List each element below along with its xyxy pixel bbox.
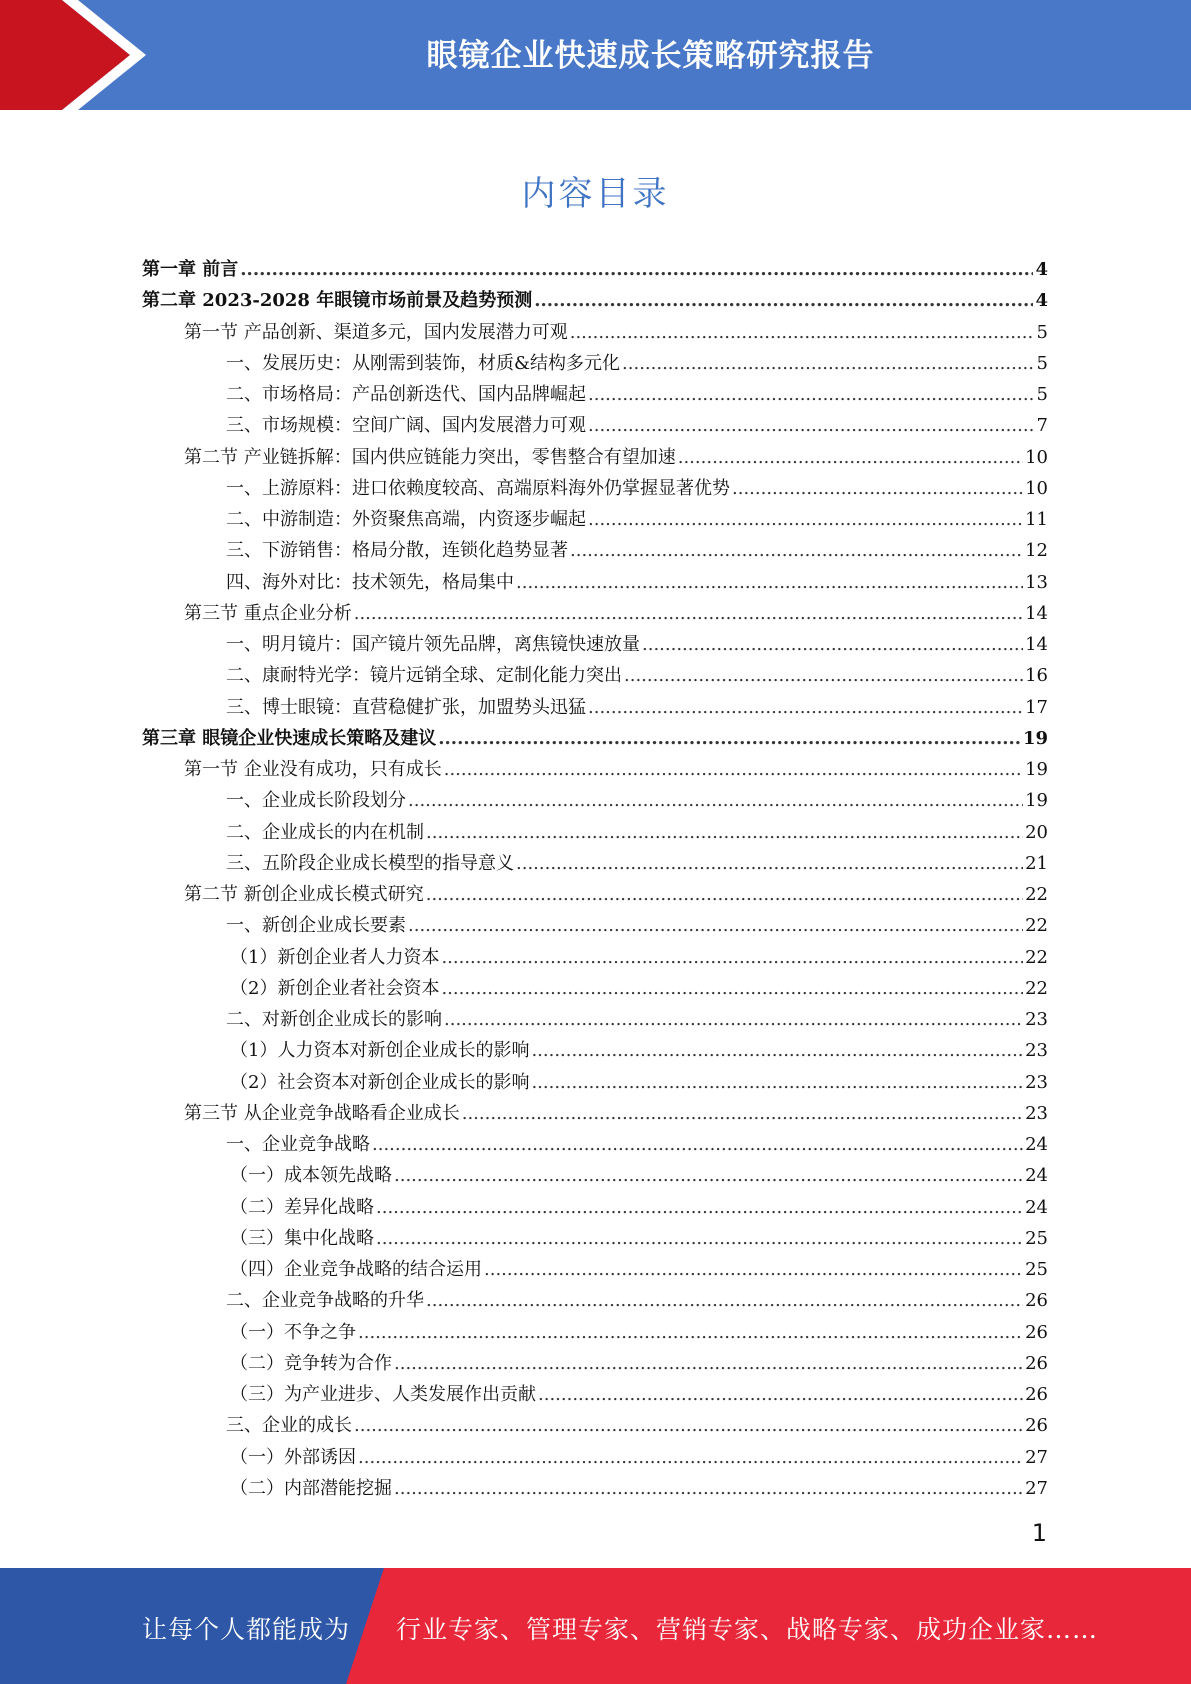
toc-entry-page: 12 bbox=[1025, 540, 1048, 562]
toc-entry-title: 一、发展历史：从刚需到装饰，材质&结构多元化 bbox=[226, 352, 621, 374]
toc-entry-page: 26 bbox=[1025, 1415, 1048, 1437]
toc-leader-dots bbox=[426, 817, 1023, 848]
toc-entry-title: 三、五阶段企业成长模型的指导意义 bbox=[226, 852, 514, 874]
toc-leader-dots bbox=[394, 1160, 1023, 1191]
toc-entry[interactable] bbox=[142, 754, 1048, 785]
toc-entry-page: 26 bbox=[1025, 1321, 1048, 1343]
toc-entry[interactable] bbox=[142, 1098, 1048, 1129]
toc-entry-page: 24 bbox=[1025, 1196, 1048, 1218]
toc-entry-page: 22 bbox=[1025, 915, 1048, 937]
footer-slogan-right: 行业专家、管理专家、营销专家、战略专家、成功企业家…… bbox=[396, 1615, 1099, 1644]
toc-entry-page: 25 bbox=[1025, 1259, 1048, 1280]
toc-entry[interactable] bbox=[142, 317, 1048, 348]
toc-entry-page: 19 bbox=[1022, 727, 1048, 749]
report-title: 眼镜企业快速成长策略研究报告 bbox=[426, 38, 875, 74]
toc-entry[interactable] bbox=[142, 379, 1048, 410]
toc-entry-title: 二、企业竞争战略的升华 bbox=[226, 1290, 424, 1312]
toc-entry-page: 13 bbox=[1025, 571, 1048, 593]
toc-leader-dots bbox=[354, 598, 1023, 629]
toc-entry-title: 一、企业竞争战略 bbox=[226, 1134, 370, 1155]
toc-entry-title: （1）新创企业者人力资本 bbox=[230, 946, 440, 968]
toc-leader-dots bbox=[426, 879, 1023, 910]
toc-entry[interactable] bbox=[142, 1254, 1048, 1285]
toc-leader-dots bbox=[484, 1254, 1023, 1285]
toc-entry[interactable] bbox=[142, 1442, 1048, 1473]
toc-entry[interactable] bbox=[142, 285, 1048, 316]
toc-entry-title: （三）集中化战略 bbox=[230, 1227, 374, 1249]
toc-leader-dots bbox=[570, 535, 1023, 566]
toc-entry-title: 三、企业的成长 bbox=[226, 1415, 352, 1437]
toc-entry-title: （二）差异化战略 bbox=[230, 1196, 374, 1218]
toc-leader-dots bbox=[538, 1379, 1023, 1410]
toc-entry-page: 7 bbox=[1036, 415, 1048, 437]
toc-entry[interactable] bbox=[142, 442, 1048, 473]
toc-entry-title: 一、上游原料：进口依赖度较高、高端原料海外仍掌握显著优势 bbox=[226, 477, 730, 499]
toc-entry-page: 25 bbox=[1025, 1227, 1048, 1249]
toc-entry[interactable] bbox=[142, 629, 1048, 660]
toc-entry[interactable] bbox=[142, 473, 1048, 504]
toc-entry-page: 24 bbox=[1025, 1165, 1048, 1187]
toc-entry[interactable] bbox=[142, 567, 1048, 598]
toc-leader-dots bbox=[444, 754, 1023, 785]
toc-entry-page: 11 bbox=[1025, 509, 1048, 530]
toc-entry-page: 23 bbox=[1025, 1102, 1048, 1124]
toc-entry[interactable] bbox=[142, 535, 1048, 566]
toc-leader-dots bbox=[732, 473, 1023, 504]
toc-entry-title: 第二节 新创企业成长模式研究 bbox=[184, 884, 424, 905]
toc-leader-dots bbox=[588, 504, 1023, 535]
toc-entry-page: 22 bbox=[1025, 884, 1048, 905]
toc-leader-dots bbox=[462, 1098, 1023, 1129]
toc-leader-dots bbox=[516, 567, 1023, 598]
toc-leader-dots bbox=[376, 1192, 1023, 1223]
toc-entry[interactable] bbox=[142, 1473, 1048, 1504]
toc-entry[interactable] bbox=[142, 1348, 1048, 1379]
toc-entry-page: 4 bbox=[1035, 259, 1048, 280]
toc-entry-title: 二、企业成长的内在机制 bbox=[226, 821, 424, 843]
toc-entry[interactable] bbox=[142, 1067, 1048, 1098]
toc-leader-dots bbox=[622, 348, 1035, 379]
toc-entry-title: 一、企业成长阶段划分 bbox=[226, 790, 406, 812]
toc-leader-dots bbox=[678, 442, 1023, 473]
toc-entry-page: 23 bbox=[1025, 1040, 1048, 1062]
toc-leader-dots bbox=[358, 1317, 1023, 1348]
toc-entry-page: 26 bbox=[1025, 1384, 1048, 1405]
toc-entry[interactable] bbox=[142, 1192, 1048, 1223]
toc-leader-dots bbox=[426, 1285, 1023, 1316]
toc-entry-title: （四）企业竞争战略的结合运用 bbox=[230, 1259, 482, 1280]
footer-slogan-left: 让每个人都能成为 bbox=[142, 1615, 351, 1644]
toc-entry-title: 第二节 产业链拆解：国内供应链能力突出，零售整合有望加速 bbox=[184, 446, 676, 468]
toc-entry-title: （二）竞争转为合作 bbox=[230, 1352, 392, 1374]
toc-entry[interactable] bbox=[142, 504, 1048, 535]
footer-banner bbox=[0, 1568, 1191, 1684]
toc-entry[interactable] bbox=[142, 910, 1048, 941]
toc-entry-title: （一）不争之争 bbox=[230, 1321, 356, 1343]
toc-entry-title: 三、市场规模：空间广阔、国内发展潜力可观 bbox=[226, 415, 586, 437]
toc-entry[interactable] bbox=[142, 817, 1048, 848]
toc-leader-dots bbox=[408, 785, 1023, 816]
toc-entry-page: 21 bbox=[1025, 852, 1048, 874]
toc-leader-dots bbox=[376, 1223, 1023, 1254]
toc-entry-title: 第二章 2023-2028 年眼镜市场前景及趋势预测 bbox=[142, 290, 533, 312]
toc-entry[interactable] bbox=[142, 1317, 1048, 1348]
toc-leader-dots bbox=[534, 285, 1033, 316]
toc-leader-dots bbox=[588, 692, 1023, 723]
toc-entry[interactable] bbox=[142, 410, 1048, 441]
toc-entry[interactable] bbox=[142, 1160, 1048, 1191]
toc-entry-title: 一、明月镜片：国产镜片领先品牌，离焦镜快速放量 bbox=[226, 634, 640, 655]
page-number: 1 bbox=[1031, 1519, 1047, 1547]
toc-entry-title: 二、对新创企业成长的影响 bbox=[226, 1009, 442, 1030]
toc-entry-title: （一）成本领先战略 bbox=[230, 1165, 392, 1187]
toc-entry[interactable] bbox=[142, 1223, 1048, 1254]
toc-entry[interactable] bbox=[142, 942, 1048, 973]
toc-entry-page: 16 bbox=[1025, 665, 1048, 687]
header-banner bbox=[0, 0, 1191, 110]
toc-leader-dots bbox=[441, 973, 1023, 1004]
toc-entry-title: 一、新创企业成长要素 bbox=[226, 915, 406, 937]
toc-entry[interactable] bbox=[142, 1004, 1048, 1035]
toc-entry-page: 23 bbox=[1025, 1009, 1048, 1030]
toc-leader-dots bbox=[531, 1035, 1023, 1066]
toc-entry-page: 17 bbox=[1025, 696, 1048, 718]
toc-entry-page: 22 bbox=[1025, 946, 1048, 968]
toc-leader-dots bbox=[438, 723, 1021, 754]
toc-entry-page: 4 bbox=[1035, 290, 1048, 312]
toc-entry-title: 四、海外对比：技术领先，格局集中 bbox=[226, 571, 514, 593]
toc-leader-dots bbox=[570, 317, 1035, 348]
toc-entry-title: 第三节 从企业竞争战略看企业成长 bbox=[184, 1102, 460, 1124]
toc-entry[interactable] bbox=[142, 1129, 1048, 1160]
toc-entry[interactable] bbox=[142, 598, 1048, 629]
toc-entry-page: 20 bbox=[1025, 821, 1048, 843]
toc-entry-page: 23 bbox=[1025, 1071, 1048, 1093]
toc-leader-dots bbox=[394, 1348, 1023, 1379]
toc-entry-page: 26 bbox=[1025, 1352, 1048, 1374]
toc-entry[interactable] bbox=[142, 973, 1048, 1004]
toc-leader-dots bbox=[354, 1410, 1023, 1441]
toc-leader-dots bbox=[516, 848, 1023, 879]
toc-leader-dots bbox=[444, 1004, 1023, 1035]
toc-entry-title: 第三节 重点企业分析 bbox=[184, 602, 352, 624]
toc-entry-title: 第三章 眼镜企业快速成长策略及建议 bbox=[142, 727, 437, 749]
toc-entry[interactable] bbox=[142, 660, 1048, 691]
toc-entry[interactable] bbox=[142, 785, 1048, 816]
toc-entry-title: （二）内部潜能挖掘 bbox=[230, 1477, 392, 1499]
toc-leader-dots bbox=[408, 910, 1023, 941]
toc-entry[interactable] bbox=[142, 254, 1048, 285]
toc-entry-title: （1）人力资本对新创企业成长的影响 bbox=[230, 1040, 530, 1062]
toc-entry-page: 5 bbox=[1036, 321, 1048, 343]
toc-entry-page: 5 bbox=[1036, 352, 1048, 374]
toc-entry-title: 三、下游销售：格局分散，连锁化趋势显著 bbox=[226, 540, 568, 562]
toc-entry-page: 5 bbox=[1036, 384, 1048, 405]
table-of-contents bbox=[142, 254, 1048, 1504]
toc-entry[interactable] bbox=[142, 879, 1048, 910]
toc-entry-title: 三、博士眼镜：直营稳健扩张，加盟势头迅猛 bbox=[226, 696, 586, 718]
toc-leader-dots bbox=[240, 254, 1033, 285]
toc-entry[interactable] bbox=[142, 723, 1048, 754]
toc-entry-page: 19 bbox=[1025, 790, 1048, 812]
toc-entry-title: 第一章 前言 bbox=[142, 259, 239, 280]
toc-entry-page: 22 bbox=[1025, 977, 1048, 999]
toc-entry-title: （2）社会资本对新创企业成长的影响 bbox=[230, 1071, 530, 1093]
toc-leader-dots bbox=[531, 1067, 1023, 1098]
toc-entry-title: （一）外部诱因 bbox=[230, 1446, 356, 1468]
toc-leader-dots bbox=[372, 1129, 1023, 1160]
toc-entry-title: （三）为产业进步、人类发展作出贡献 bbox=[230, 1384, 536, 1405]
toc-entry-title: 二、中游制造：外资聚焦高端，内资逐步崛起 bbox=[226, 509, 586, 530]
toc-entry[interactable] bbox=[142, 1035, 1048, 1066]
toc-entry-page: 27 bbox=[1025, 1477, 1048, 1499]
toc-entry-page: 14 bbox=[1025, 602, 1048, 624]
toc-entry-title: 二、市场格局：产品创新迭代、国内品牌崛起 bbox=[226, 384, 586, 405]
toc-leader-dots bbox=[394, 1473, 1023, 1504]
toc-leader-dots bbox=[441, 942, 1023, 973]
toc-entry[interactable] bbox=[142, 692, 1048, 723]
toc-leader-dots bbox=[588, 379, 1035, 410]
toc-entry-page: 27 bbox=[1025, 1446, 1048, 1468]
toc-entry-title: 二、康耐特光学：镜片远销全球、定制化能力突出 bbox=[226, 665, 622, 687]
toc-leader-dots bbox=[588, 410, 1035, 441]
toc-entry-title: 第一节 企业没有成功，只有成长 bbox=[184, 759, 442, 780]
toc-entry-title: 第一节 产品创新、渠道多元，国内发展潜力可观 bbox=[184, 321, 568, 343]
toc-entry[interactable] bbox=[142, 848, 1048, 879]
toc-entry[interactable] bbox=[142, 1410, 1048, 1441]
toc-entry[interactable] bbox=[142, 1379, 1048, 1410]
toc-leader-dots bbox=[624, 660, 1023, 691]
toc-entry-page: 10 bbox=[1025, 446, 1048, 468]
toc-leader-dots bbox=[642, 629, 1023, 660]
toc-entry-page: 19 bbox=[1025, 759, 1048, 780]
toc-entry-title: （2）新创企业者社会资本 bbox=[230, 977, 440, 999]
toc-entry-page: 24 bbox=[1025, 1134, 1048, 1155]
toc-heading: 内容目录 bbox=[521, 174, 670, 214]
toc-entry[interactable] bbox=[142, 1285, 1048, 1316]
toc-entry-page: 26 bbox=[1025, 1290, 1048, 1312]
toc-entry[interactable] bbox=[142, 348, 1048, 379]
toc-entry-page: 10 bbox=[1025, 477, 1048, 499]
toc-entry-page: 14 bbox=[1025, 634, 1048, 655]
toc-leader-dots bbox=[358, 1442, 1023, 1473]
